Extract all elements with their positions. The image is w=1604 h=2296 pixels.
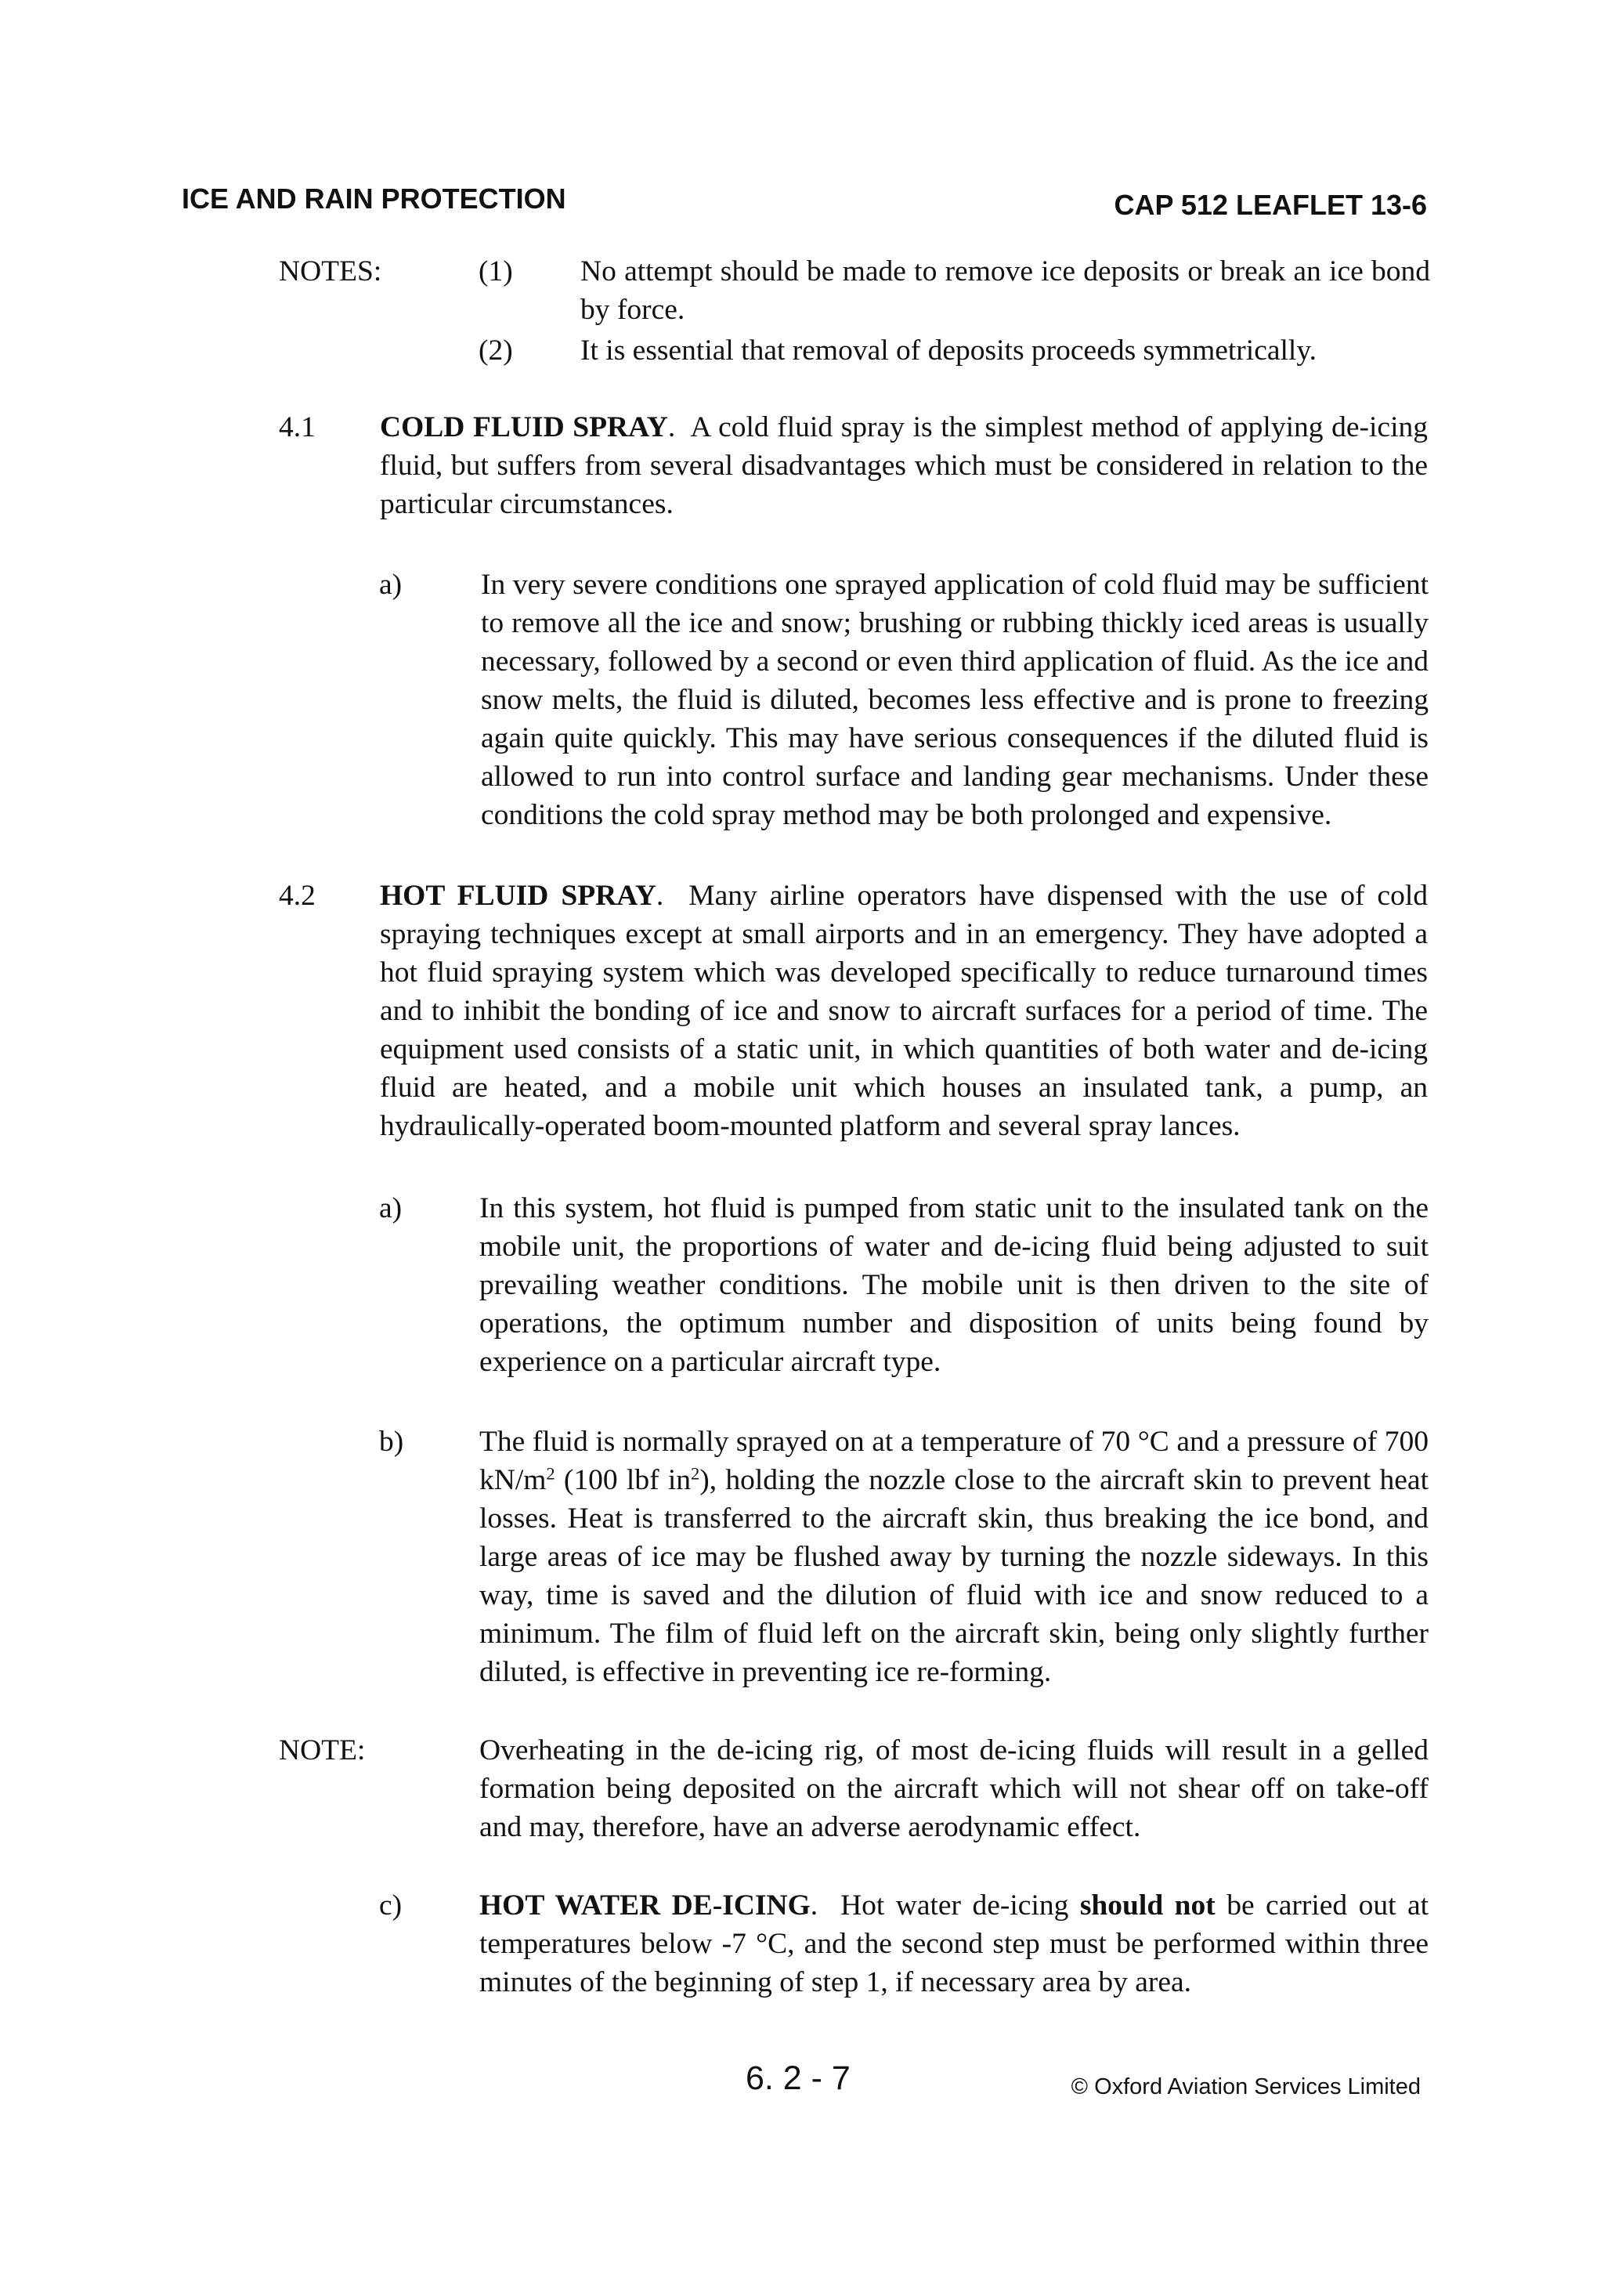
note-1-number: (1) [479, 255, 513, 287]
note-text: Overheating in the de-icing rig, of most de-icing fluids will result in a gelled formation being deposited on the aircraft which will not shear off on take-off and may, therefore, have an adverse aerodynamic effect. [479, 1734, 1429, 1843]
b-text-part-2: (100 lbf in [555, 1464, 691, 1496]
c-text-part-1: Hot water de-icing [840, 1889, 1069, 1922]
section-4-2-paragraph: HOT FLUID SPRAY. Many airline operators have dispensed with the use of cold spraying techniques except at small airports and in an emergency. They have adopted a hot fluid spraying system which was developed specifically to reduce turnaround times and to inhibit the bonding of ice and snow to aircraft surfaces for a period of time. The equipment used consists of a static unit, in which quantities of both water and de-icing fluid are heated, and a mobile unit which houses an insulated tank, a pump, an hydraulically-operated boom-mounted platform and several spray lances. [380, 880, 1428, 1142]
section-4-1-paragraph: COLD FLUID SPRAY. A cold fluid spray is the simplest method of applying de-icing fluid, but suffers from several disadvantages which must be considered in relation to the particular circumstances. [380, 411, 1428, 520]
notes-label: NOTES: [279, 255, 382, 287]
header-right: CAP 512 LEAFLET 13-6 [1114, 189, 1427, 221]
section-4-1-title: COLD FLUID SPRAY [380, 411, 668, 443]
section-4-2-a-label: a) [379, 1192, 403, 1224]
b-superscript-2: 2 [691, 1463, 700, 1484]
b-superscript-1: 2 [546, 1463, 555, 1484]
b-text-part-1: The fluid is normally sprayed on at a temperature of 70 °C and a pressure of 700 kN/m [479, 1426, 1429, 1496]
section-4-2-c-label: c) [379, 1889, 403, 1922]
section-4-2-title: HOT FLUID SPRAY [380, 880, 656, 912]
b-text-part-3: ), holding the nozzle close to the aircraft skin to prevent heat losses. Heat is transferred to the aircraft skin, thus breaking the ice bond, and large areas of ice may be flushed away by turning the nozzle sideways. In this way, time is saved and the dilution of fluid with ice and snow reduced to a minimum. The film of fluid left on the aircraft skin, being only slightly further diluted, is effective in preventing ice re-forming. [479, 1464, 1429, 1688]
note-2-number: (2) [479, 334, 513, 367]
note-label: NOTE: [279, 1734, 366, 1766]
section-4-1-body: A cold fluid spray is the simplest method of applying de-icing fluid, but suffers from several disadvantages which must be considered in relation to the particular circumstances. [380, 411, 1428, 520]
page-number: 6. 2 - 7 [746, 2059, 851, 2097]
c-title: HOT WATER DE-ICING [479, 1889, 811, 1922]
section-4-2-a-text: In this system, hot fluid is pumped from static unit to the insulated tank on the mobile unit, the proportions of water and de-icing fluid being adjusted to suit prevailing weather conditions. The mobile unit is then driven to the site of operations, the optimum number and disposition of units being found by experience on a particular aircraft type. [479, 1192, 1429, 1378]
section-4-2-b-text [479, 1423, 1429, 1691]
section-4-2-c-text: HOT WATER DE-ICING. Hot water de-icing should not be carried out at temperatures below -7 °C, and the second step must be performed within three minutes of the beginning of step 1, if necessary area by area. [479, 1889, 1429, 1998]
note-2-text: It is essential that removal of deposits proceeds symmetrically. [580, 334, 1317, 367]
section-4-2-number: 4.2 [279, 880, 316, 912]
note-1-text: No attempt should be made to remove ice deposits or break an ice bond by force. [580, 255, 1430, 326]
c-text-part-2: be carried out at temperatures below -7 °C, and the second step must be performed within three minutes of the beginning of step 1, if necessary area by area. [479, 1889, 1429, 1998]
section-4-1-a-label: a) [379, 569, 403, 601]
c-emphasis: should not [1079, 1889, 1216, 1922]
section-4-2-body: Many airline operators have dispensed with the use of cold spraying techniques except at small airports and in an emergency. They have adopted a hot fluid spraying system which was developed specifically to reduce turnaround times and to inhibit the bonding of ice and snow to aircraft surfaces for a period of time. The equipment used consists of a static unit, in which quantities of both water and de-icing fluid are heated, and a mobile unit which houses an insulated tank, a pump, an hydraulically-operated boom-mounted platform and several spray lances. [380, 880, 1428, 1142]
copyright: © Oxford Aviation Services Limited [1071, 2074, 1421, 2099]
section-4-1-a-text: In very severe conditions one sprayed application of cold fluid may be sufficient to remove all the ice and snow; brushing or rubbing thickly iced areas is usually necessary, followed by a second or even third application of fluid. As the ice and snow melts, the fluid is diluted, becomes less effective and is prone to freezing again quite quickly. This may have serious consequences if the diluted fluid is allowed to run into control surface and landing gear mechanisms. Under these conditions the cold spray method may be both prolonged and expensive. [481, 569, 1429, 831]
section-4-2-b-label: b) [379, 1426, 404, 1458]
header-left: ICE AND RAIN PROTECTION [182, 183, 566, 215]
section-4-1-number: 4.1 [279, 411, 316, 443]
